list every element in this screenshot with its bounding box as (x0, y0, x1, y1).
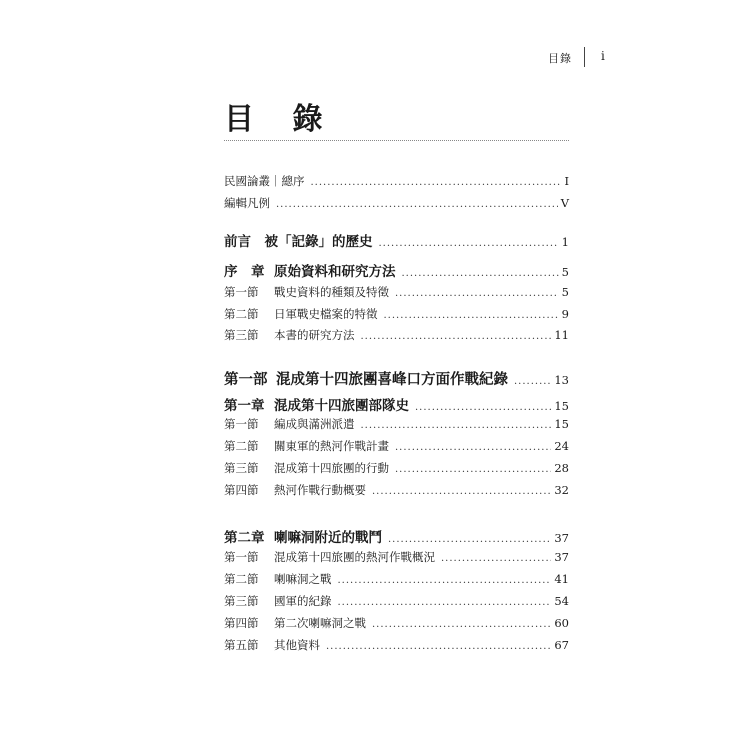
toc-entry-section[interactable] (224, 460, 569, 476)
toc-entry-label: 前言 被「記錄」的歷史 (224, 234, 373, 250)
toc-entry-page: 15 (554, 417, 569, 431)
toc-entry-label: 混成第十四旅團的熱河作戰概況 (274, 550, 435, 564)
toc-entry-label: 原始資料和研究方法 (274, 264, 396, 280)
toc-entry-page: V (560, 196, 569, 210)
leader-dots (372, 619, 551, 630)
running-head-divider (584, 47, 585, 67)
toc-entry-section[interactable] (224, 482, 569, 498)
toc-entry-label: 國軍的紀錄 (274, 594, 332, 608)
toc-entry-section[interactable] (224, 549, 569, 565)
leader-dots (372, 486, 551, 497)
toc-entry-label: 民國論叢｜總序 (224, 174, 305, 188)
running-head-title: 目錄 (548, 52, 572, 65)
leader-dots (338, 575, 552, 586)
running-head-page-number: i (601, 49, 605, 63)
toc-entry-label-wrap (224, 526, 382, 546)
leader-dots (388, 534, 551, 545)
toc-entry-label-wrap (224, 394, 409, 414)
toc-entry-page: 67 (554, 638, 569, 652)
toc-entry-label: 混成第十四旅團的行動 (274, 461, 389, 475)
toc-entry-prefix: 第二節 (224, 307, 259, 321)
toc-entry-label: 其他資料 (274, 638, 320, 652)
toc-entry-section[interactable] (224, 327, 569, 343)
leader-dots (395, 464, 551, 475)
toc-entry-preface[interactable] (224, 230, 569, 250)
title-divider (224, 140, 569, 141)
toc-entry-prefix: 第四節 (224, 616, 259, 630)
toc-entry-label-wrap (224, 416, 355, 432)
toc-entry-label: 喇嘛洞之戰 (274, 572, 332, 586)
toc-entry-label: 日軍戰史檔案的特徵 (274, 307, 378, 321)
toc-entry-prefix: 第二節 (224, 572, 259, 586)
toc-entry-page: I (564, 174, 569, 188)
leader-dots (384, 310, 559, 321)
toc-entry-page: 60 (554, 616, 569, 630)
toc-entry-label: 編成與滿洲派遣 (274, 417, 355, 431)
toc-entry-label: 關東軍的熱河作戰計畫 (274, 439, 389, 453)
toc-entry-section[interactable] (224, 571, 569, 587)
toc-entry-page: 13 (554, 373, 569, 387)
toc-entry-editorial-notes[interactable] (224, 195, 569, 211)
toc-entry-page: 5 (561, 265, 569, 279)
toc-entry-section[interactable] (224, 306, 569, 322)
page-title: 目 錄 (224, 102, 337, 137)
toc-entry-label-wrap (224, 549, 435, 565)
toc-entry-label: 編輯凡例 (224, 196, 270, 210)
toc-entry-section[interactable] (224, 416, 569, 432)
toc-entry-prefix: 第二節 (224, 439, 259, 453)
toc-entry-page: 24 (554, 439, 569, 453)
toc-entry-prefix: 第一章 (224, 398, 265, 414)
toc-entry-label-wrap (224, 615, 366, 631)
toc-entry-label-wrap (224, 637, 320, 653)
toc-entry-label: 戰史資料的種類及特徵 (274, 285, 389, 299)
toc-entry-section[interactable] (224, 637, 569, 653)
toc-entry-page: 54 (554, 594, 569, 608)
leader-dots (379, 238, 559, 249)
leader-dots (361, 331, 552, 342)
toc-entry-intro-chapter[interactable] (224, 260, 569, 280)
toc-entry-prefix: 第三節 (224, 328, 259, 342)
toc-entry-page: 5 (561, 285, 569, 299)
toc-entry-section[interactable] (224, 438, 569, 454)
toc-entry-label: 本書的研究方法 (274, 328, 355, 342)
leader-dots (326, 641, 551, 652)
toc-entry-prefix: 第三節 (224, 594, 259, 608)
toc-entry-label-wrap (224, 571, 332, 587)
toc-entry-page: 37 (554, 550, 569, 564)
leader-dots (441, 553, 551, 564)
toc-entry-prefix: 第一部 (224, 371, 268, 388)
toc-entry-page: 41 (554, 572, 569, 586)
toc-entry-section[interactable] (224, 615, 569, 631)
toc-entry-label-wrap (224, 482, 366, 498)
toc-entry-label-wrap (224, 260, 396, 280)
running-head (0, 47, 750, 67)
toc-entry-general-preface[interactable] (224, 173, 569, 189)
toc-entry-section[interactable] (224, 284, 569, 300)
toc-entry-prefix: 第一節 (224, 417, 259, 431)
leader-dots (395, 442, 551, 453)
toc-entry-page: 37 (554, 531, 569, 545)
toc-entry-prefix: 第五節 (224, 638, 259, 652)
toc-entry-chapter-2[interactable] (224, 526, 569, 546)
leader-dots (402, 268, 559, 279)
toc-entry-chapter-1[interactable] (224, 394, 569, 414)
toc-entry-label: 熱河作戰行動概要 (274, 483, 366, 497)
toc-entry-label-wrap (224, 593, 332, 609)
toc-entry-page: 28 (554, 461, 569, 475)
toc-entry-section[interactable] (224, 593, 569, 609)
toc-entry-label-wrap (224, 368, 508, 389)
toc-entry-prefix: 第四節 (224, 483, 259, 497)
toc-entry-label: 第二次喇嘛洞之戰 (274, 616, 366, 630)
toc-entry-page: 11 (554, 328, 569, 342)
toc-entry-prefix: 第三節 (224, 461, 259, 475)
leader-dots (415, 402, 551, 413)
toc-entry-label: 混成第十四旅團部隊史 (274, 398, 409, 414)
toc-entry-prefix: 第二章 (224, 530, 265, 546)
toc-entry-label-wrap (224, 284, 389, 300)
toc-entry-prefix: 序 章 (224, 264, 265, 280)
toc-entry-label-wrap (224, 327, 355, 343)
leader-dots (311, 177, 562, 188)
leader-dots (361, 420, 552, 431)
toc-entry-label-wrap (224, 460, 389, 476)
toc-entry-page: 32 (554, 483, 569, 497)
leader-dots (338, 597, 552, 608)
toc-entry-page: 9 (561, 307, 569, 321)
toc-entry-part-1[interactable] (224, 368, 569, 389)
toc-entry-label-wrap (224, 306, 378, 322)
leader-dots (276, 199, 558, 210)
leader-dots (395, 288, 559, 299)
toc-entry-label-wrap (224, 438, 389, 454)
toc-entry-prefix: 第一節 (224, 550, 259, 564)
toc-entry-prefix: 第一節 (224, 285, 259, 299)
toc-entry-page: 1 (561, 235, 569, 249)
toc-entry-label: 混成第十四旅團喜峰口方面作戰紀錄 (276, 371, 508, 388)
toc-entry-label: 喇嘛洞附近的戰鬥 (274, 530, 382, 546)
leader-dots (514, 376, 551, 387)
toc-entry-page: 15 (554, 399, 569, 413)
